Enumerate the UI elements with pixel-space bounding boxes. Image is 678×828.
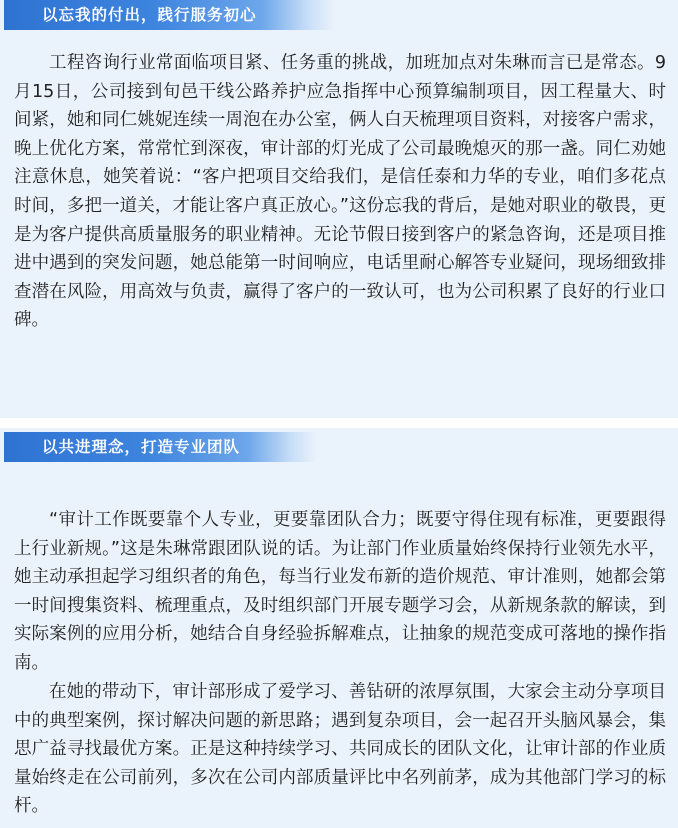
- paragraph: “审计工作既要靠个人专业，更要靠团队合力；既要守得住现有标准，更要跟得上行业新规。”这是朱琳常跟团队说的话。为让部门作业质量始终保持行业领先水平，她主动承担起学习组织者的角色，每当行业发布新的造价规范、审计准则，她都会第一时间搜集资料、梳理重点，及时组织部门开展专题学习会，从新规条款的解读，到实际案例的应用分析，她结合自身经验拆解难点，让抽象的规范变成可落地的操作指南。: [14, 510, 666, 673]
- section-heading: 以共进理念，打造专业团队: [4, 432, 316, 462]
- paragraph: 工程咨询行业常面临项目紧、任务重的挑战，加班加点对朱琳而言已是常态。9月15日，公司接到旬邑干线公路养护应急指挥中心预算编制项目，因工程量大、时间紧，她和同仁姚妮连续一周泡在办公室，俩人白天梳理项目资料，对接客户需求，晚上优化方案，常常忙到深夜，审计部的灯光成了公司最晚熄灭的那一盏。同仁劝她注意休息，她笑着说：“客户把项目交给我们，是信任泰和力华的专业，咱们多花点时间，多把一道关，才能让客户真正放心。”这份忘我的背后，是她对职业的敬畏，更是为客户提供高质量服务的职业精神。无论节假日接到客户的紧急咨询，还是项目推进中遇到的突发问题，她总能第一时间响应，电话里耐心解答专业疑问，现场细致排查潜在风险，用高效与负责，赢得了客户的一致认可，也为公司积累了良好的行业口碑。: [14, 53, 666, 331]
- paragraph: 在她的带动下，审计部形成了爱学习、善钻研的浓厚氛围，大家会主动分享项目中的典型案例，探讨解决问题的新思路；遇到复杂项目，会一起召开头脑风暴会，集思广益寻找最优方案。正是这种持续学习、共同成长的团队文化，让审计部的作业质量始终走在公司前列，多次在公司内部质量评比中名列前茅，成为其他部门学习的标杆。: [14, 682, 666, 817]
- section-heading: 以忘我的付出，践行服务初心: [4, 0, 334, 30]
